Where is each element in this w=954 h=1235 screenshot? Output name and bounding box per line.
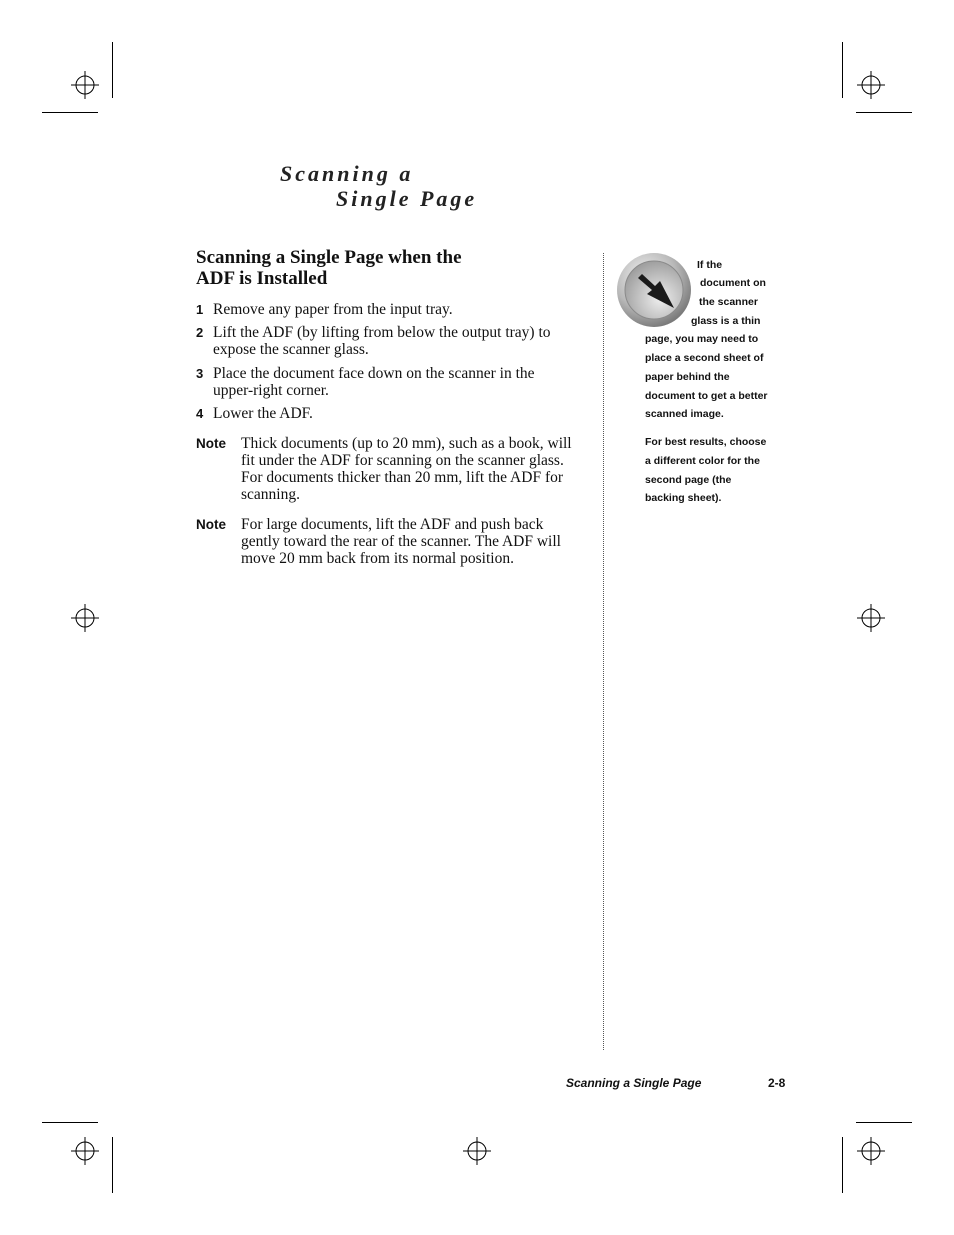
step-text: Remove any paper from the input tray. bbox=[213, 301, 453, 318]
crop-line bbox=[856, 112, 912, 113]
note-label: Note bbox=[196, 436, 226, 451]
note-block bbox=[196, 435, 576, 503]
footer-title: Scanning a Single Page bbox=[566, 1076, 702, 1090]
note-block bbox=[196, 516, 576, 567]
section-heading-line1: Scanning a Single Page when the bbox=[196, 247, 462, 268]
step-text: Lower the ADF. bbox=[213, 405, 313, 422]
registration-mark-icon bbox=[857, 71, 885, 99]
sidebar-tip-line: scanned image. bbox=[645, 408, 724, 420]
chapter-title-line1: Scanning a bbox=[280, 161, 414, 186]
step-text: Place the document face down on the scanner in the upper-right corner. bbox=[213, 365, 535, 399]
step-text: Lift the ADF (by lifting from below the output tray) to expose the scanner glass. bbox=[213, 324, 551, 358]
sidebar-tip-line: page, you may need to bbox=[645, 333, 759, 345]
registration-mark-icon bbox=[71, 71, 99, 99]
crop-line bbox=[842, 1137, 843, 1193]
registration-mark-icon bbox=[463, 1137, 491, 1165]
crop-line bbox=[42, 112, 98, 113]
note-text: For large documents, lift the ADF and push back gently toward the rear of the scanner. The ADF will move 20 mm back from its normal position. bbox=[241, 516, 561, 567]
sidebar-tip-line: If the bbox=[697, 259, 723, 271]
registration-mark-icon bbox=[71, 1137, 99, 1165]
sidebar-tip2-line: second page (the bbox=[645, 474, 732, 486]
step-number: 3 bbox=[196, 366, 204, 381]
crop-line bbox=[112, 42, 113, 98]
step-number: 1 bbox=[196, 302, 204, 317]
sidebar-tip-line: place a second sheet of bbox=[645, 352, 764, 364]
crop-line bbox=[842, 42, 843, 98]
step-item bbox=[196, 365, 576, 399]
step-number: 4 bbox=[196, 406, 204, 421]
sidebar-tip-line: document on bbox=[700, 277, 766, 289]
sidebar-tip2-line: backing sheet). bbox=[645, 492, 722, 504]
sidebar-tip-line: glass is a thin bbox=[691, 315, 761, 327]
registration-mark-icon bbox=[857, 604, 885, 632]
registration-mark-icon bbox=[857, 1137, 885, 1165]
step-item bbox=[196, 301, 576, 318]
crop-line bbox=[856, 1122, 912, 1123]
crop-line bbox=[42, 1122, 98, 1123]
step-item bbox=[196, 324, 576, 358]
sidebar-tip2-line: For best results, choose bbox=[645, 436, 767, 448]
arrow-tip-icon bbox=[616, 252, 692, 328]
note-label: Note bbox=[196, 517, 226, 532]
step-item bbox=[196, 405, 576, 422]
page-number: 2-8 bbox=[768, 1076, 786, 1090]
sidebar-tip2-line: a different color for the bbox=[645, 455, 760, 467]
note-text: Thick documents (up to 20 mm), such as a book, will fit under the ADF for scanning on the scanner glass. For documents thicker than 20 mm, lift the ADF for scanning. bbox=[241, 435, 572, 503]
chapter-title-line2: Single Page bbox=[336, 186, 478, 211]
sidebar-tip-line: paper behind the bbox=[645, 371, 730, 383]
column-divider bbox=[603, 253, 604, 1050]
registration-mark-icon bbox=[71, 604, 99, 632]
section-heading-line2: ADF is Installed bbox=[196, 268, 328, 289]
sidebar-tip-line: the scanner bbox=[699, 296, 758, 308]
sidebar-tip-line: document to get a better bbox=[645, 390, 768, 402]
step-number: 2 bbox=[196, 325, 204, 340]
crop-line bbox=[112, 1137, 113, 1193]
section-heading bbox=[196, 247, 576, 289]
